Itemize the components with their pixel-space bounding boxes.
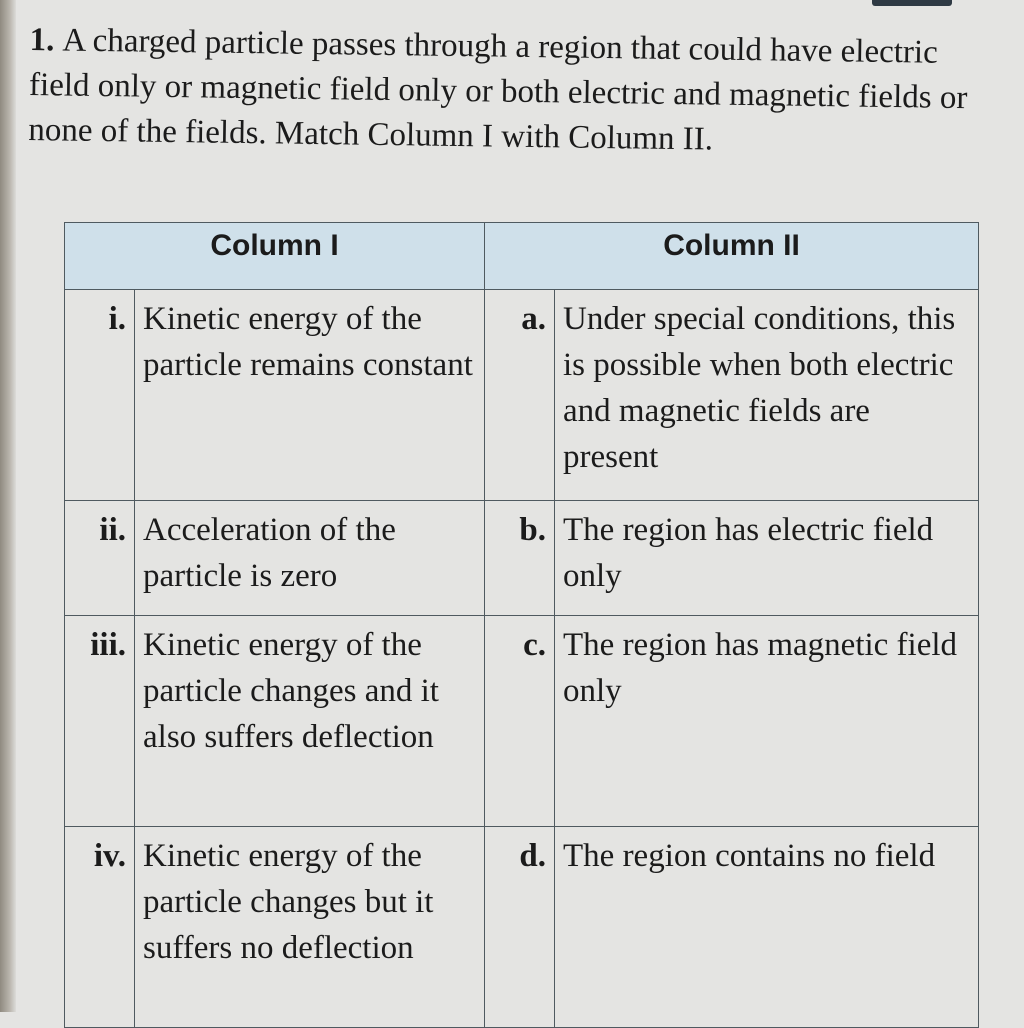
row-text-left: Kinetic energy of the particle changes but it suffers no deflection xyxy=(135,827,485,1028)
row-label-right: b. xyxy=(485,501,555,616)
table-row xyxy=(65,290,979,501)
row-text-right: The region contains no field xyxy=(555,827,979,1028)
question-block xyxy=(28,18,990,166)
table-header-row xyxy=(65,223,979,290)
row-label-left: iii. xyxy=(65,616,135,827)
column-1-header: Column I xyxy=(65,223,485,290)
top-edge-mark xyxy=(872,0,952,6)
table-row xyxy=(65,827,979,1028)
row-text-right: The region has electric field only xyxy=(555,501,979,616)
row-label-right: c. xyxy=(485,616,555,827)
row-label-left: iv. xyxy=(65,827,135,1028)
page-edge-shadow xyxy=(0,0,16,1012)
row-label-right: a. xyxy=(485,290,555,501)
row-text-right: The region has magnetic field only xyxy=(555,616,979,827)
row-label-left: i. xyxy=(65,290,135,501)
row-text-right: Under special conditions, this is possible when both electric and magnetic fields are present xyxy=(555,290,979,501)
row-text-left: Acceleration of the particle is zero xyxy=(135,501,485,616)
column-2-header: Column II xyxy=(485,223,979,290)
question-text: A charged particle passes through a region that could have electric field only or magnetic field only or both electric and magnetic fields or none of the fields. Match Column I with Column II. xyxy=(28,22,968,158)
row-label-left: ii. xyxy=(65,501,135,616)
row-text-left: Kinetic energy of the particle remains constant xyxy=(135,290,485,501)
table-row xyxy=(65,616,979,827)
row-label-right: d. xyxy=(485,827,555,1028)
row-text-left: Kinetic energy of the particle changes and it also suffers deflection xyxy=(135,616,485,827)
match-table xyxy=(64,222,979,1028)
table-row xyxy=(65,501,979,616)
question-number: 1. xyxy=(29,21,55,59)
